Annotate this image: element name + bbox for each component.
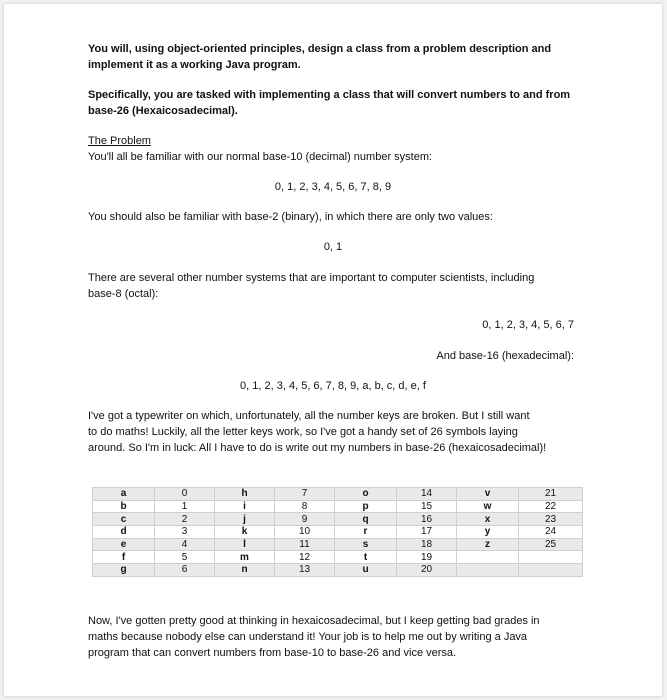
table-cell-letter: w — [457, 500, 519, 513]
table-cell-value: 22 — [519, 500, 583, 513]
table-cell-value: 13 — [275, 564, 335, 577]
problem-paragraph-3a: There are several other number systems that are important to computer scientists, including — [88, 272, 535, 284]
table-cell-letter: k — [215, 526, 275, 539]
table-cell-letter: e — [93, 538, 155, 551]
intro-line-2: implement it as a working Java program. — [88, 59, 301, 71]
problem-heading: The Problem — [88, 135, 151, 147]
table-cell-letter — [457, 551, 519, 564]
table-cell-letter: z — [457, 538, 519, 551]
table-cell-value: 7 — [275, 488, 335, 501]
table-cell-value: 8 — [275, 500, 335, 513]
table-cell-value: 15 — [397, 500, 457, 513]
table-cell-letter: t — [335, 551, 397, 564]
table-row — [93, 551, 583, 564]
table-cell-letter: a — [93, 488, 155, 501]
table-cell-letter: p — [335, 500, 397, 513]
table-cell-value: 17 — [397, 526, 457, 539]
table-cell-letter — [457, 564, 519, 577]
table-cell-value: 10 — [275, 526, 335, 539]
table-cell-value: 2 — [155, 513, 215, 526]
closing-line-1: Now, I've gotten pretty good at thinking in hexaicosadecimal, but I keep getting bad grades in — [88, 615, 540, 627]
table-cell-value: 20 — [397, 564, 457, 577]
table-cell-value: 0 — [155, 488, 215, 501]
intro-line-1: You will, using object-oriented principles, design a class from a problem description and — [88, 43, 552, 55]
decimal-digits: 0, 1, 2, 3, 4, 5, 6, 7, 8, 9 — [274, 181, 392, 193]
table-cell-value: 25 — [519, 538, 583, 551]
table-cell-value: 11 — [275, 538, 335, 551]
table-cell-value: 24 — [519, 526, 583, 539]
intro-line-3: Specifically, you are tasked with implementing a class that will convert numbers to and from — [88, 89, 571, 101]
table-cell-letter: y — [457, 526, 519, 539]
table-cell-value: 18 — [397, 538, 457, 551]
table-cell-letter: i — [215, 500, 275, 513]
table-cell-letter: u — [335, 564, 397, 577]
table-cell-letter: m — [215, 551, 275, 564]
table-cell-value: 4 — [155, 538, 215, 551]
table-cell-value: 1 — [155, 500, 215, 513]
table-cell-value — [519, 551, 583, 564]
table-row — [93, 564, 583, 577]
table-cell-value: 9 — [275, 513, 335, 526]
binary-digits: 0, 1 — [323, 241, 343, 253]
table-cell-letter: q — [335, 513, 397, 526]
table-cell-value: 5 — [155, 551, 215, 564]
table-cell-letter: l — [215, 538, 275, 551]
problem-paragraph-3b: base-8 (octal): — [88, 288, 159, 300]
table-cell-letter: s — [335, 538, 397, 551]
table-cell-letter: n — [215, 564, 275, 577]
table-cell-value: 6 — [155, 564, 215, 577]
table-cell-value: 19 — [397, 551, 457, 564]
table-row — [93, 538, 583, 551]
table-row — [93, 488, 583, 501]
closing-line-2: maths because nobody else can understand it! Your job is to help me out by writing a Java — [88, 631, 528, 643]
base26-table — [92, 487, 583, 577]
table-row — [93, 500, 583, 513]
table-cell-value: 3 — [155, 526, 215, 539]
table-cell-value: 21 — [519, 488, 583, 501]
problem-paragraph-1: You'll all be familiar with our normal base-10 (decimal) number system: — [88, 151, 433, 163]
table-cell-value: 23 — [519, 513, 583, 526]
table-cell-letter: h — [215, 488, 275, 501]
table-cell-letter: j — [215, 513, 275, 526]
table-cell-letter: o — [335, 488, 397, 501]
table-cell-letter: v — [457, 488, 519, 501]
table-cell-letter: c — [93, 513, 155, 526]
hex-digits: 0, 1, 2, 3, 4, 5, 6, 7, 8, 9, a, b, c, d, e, f — [240, 380, 426, 392]
octal-digits: 0, 1, 2, 3, 4, 5, 6, 7 — [482, 319, 574, 331]
problem-paragraph-4a: I've got a typewriter on which, unfortunately, all the number keys are broken. But I still want — [88, 410, 530, 422]
table-cell-letter: b — [93, 500, 155, 513]
table-cell-letter: x — [457, 513, 519, 526]
table-cell-letter: d — [93, 526, 155, 539]
table-cell-letter: g — [93, 564, 155, 577]
closing-line-3: program that can convert numbers from base-10 to base-26 and vice versa. — [88, 647, 457, 659]
table-cell-value — [519, 564, 583, 577]
table-row — [93, 513, 583, 526]
hex-label: And base-16 (hexadecimal): — [436, 350, 574, 362]
table-row — [93, 526, 583, 539]
problem-paragraph-2: You should also be familiar with base-2 (binary), in which there are only two values: — [88, 211, 493, 223]
intro-line-4: base-26 (Hexaicosadecimal). — [88, 105, 238, 117]
table-cell-letter: r — [335, 526, 397, 539]
problem-paragraph-4b: to do maths! Luckily, all the letter keys work, so I've got a handy set of 26 symbols laying — [88, 426, 518, 438]
table-cell-letter: f — [93, 551, 155, 564]
table-cell-value: 14 — [397, 488, 457, 501]
table-cell-value: 16 — [397, 513, 457, 526]
document-page — [4, 4, 662, 696]
problem-paragraph-4c: around. So I'm in luck: All I have to do is write out my numbers in base-26 (hexaicosadecimal)! — [88, 442, 547, 454]
table-cell-value: 12 — [275, 551, 335, 564]
